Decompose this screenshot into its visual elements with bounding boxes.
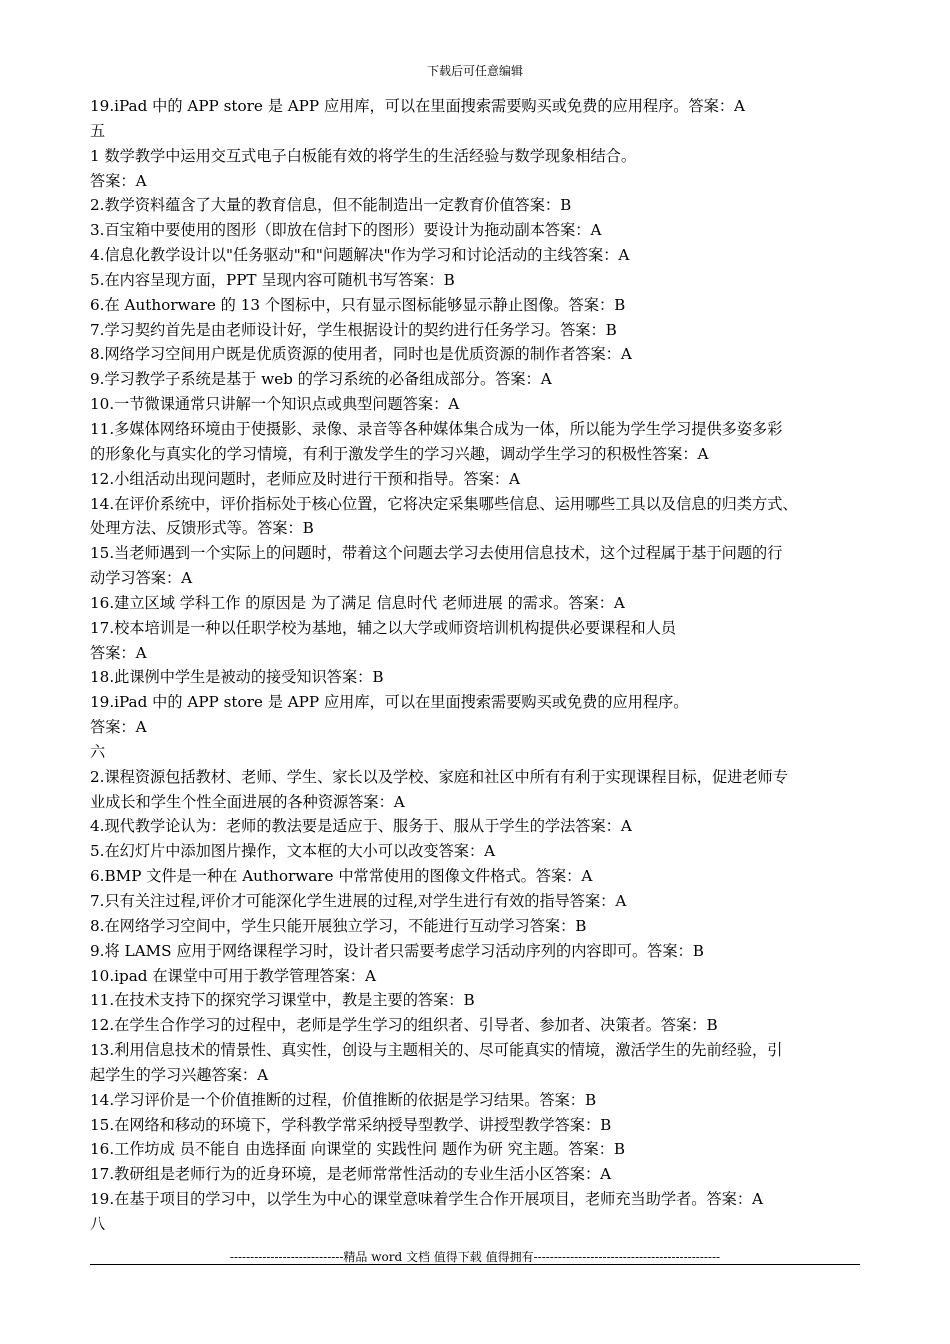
text-line: 2.课程资源包括教材、老师、学生、家长以及学校、家庭和社区中所有有利于实现课程目标，促进老师专 — [90, 767, 788, 786]
text-line: 19.iPad 中的 APP store 是 APP 应用库，可以在里面搜索需要购买或免费的应用程序。答案：A — [90, 97, 745, 115]
text-line: 答案：A — [90, 171, 147, 190]
text-line: 6.在 Authorware 的 13 个图标中，只有显示图标能够显示静止图像。答案：B — [90, 295, 626, 314]
text-line: 12.小组活动出现问题时，老师应及时进行干预和指导。答案：A — [90, 469, 520, 488]
text-line: 4.现代教学论认为：老师的教法要是适应于、服务于、服从于学生的学法答案：A — [90, 817, 632, 836]
text-line: 8.网络学习空间用户既是优质资源的使用者，同时也是优质资源的制作者答案：A — [90, 345, 632, 364]
text-line: 4.信息化教学设计以"任务驱动"和"问题解决"作为学习和讨论活动的主线答案：A — [90, 246, 630, 265]
text-line: 八 — [90, 1214, 106, 1233]
text-line: 17.校本培训是一种以任职学校为基地，辅之以大学或师资培训机构提供必要课程和人员 — [90, 618, 677, 637]
text-line: 7.学习契约首先是由老师设计好，学生根据设计的契约进行任务学习。答案：B — [90, 320, 617, 339]
text-line: 5.在幻灯片中添加图片操作，文本框的大小可以改变答案：A — [90, 842, 496, 861]
text-line: 答案：A — [90, 643, 147, 662]
text-line: 答案：A — [90, 718, 147, 737]
text-line: 10.ipad 在课堂中可用于教学管理答案：A — [90, 966, 376, 985]
text-line: 起学生的学习兴趣答案：A — [90, 1065, 269, 1084]
page-header: 下载后可任意编辑 — [426, 64, 523, 78]
text-line: 15.当老师遇到一个实际上的问题时，带着这个问题去学习去使用信息技术，这个过程属于基于问题的行 — [90, 544, 783, 563]
text-line: 9.学习教学子系统是基于 web 的学习系统的必备组成部分。答案：A — [90, 370, 552, 389]
text-line: 5.在内容呈现方面，PPT 呈现内容可随机书写答案：B — [90, 270, 455, 289]
text-line: 18.此课例中学生是被动的接受知识答案：B — [90, 668, 384, 687]
text-line: 业成长和学生个性全面进展的各种资源答案：A — [90, 792, 405, 811]
text-line: 11.多媒体网络环境由于使摄影、录像、录音等各种媒体集合成为一体，所以能为学生学习提供多姿多彩 — [90, 419, 783, 438]
text-line: 动学习答案：A — [90, 569, 193, 588]
text-line: 16.工作坊成 员不能自 由选择面 向课堂的 实践性问 题作为研 究主题。答案：B — [90, 1140, 626, 1159]
text-line: 13.利用信息技术的情景性、真实性，创设与主题相关的、尽可能真实的情境，激活学生的先前经验，引 — [90, 1041, 783, 1060]
text-line: 2.教学资料蕴含了大量的教育信息，但不能制造出一定教育价值答案：B — [90, 196, 572, 215]
text-line: 12.在学生合作学习的过程中，老师是学生学习的组织者、引导者、参加者、决策者。答案：B — [90, 1016, 718, 1035]
page-footer: ----------------------------精品 word 文档 值得下载 值得拥有---------------------------------------------- — [229, 1250, 721, 1264]
text-line: 五 — [90, 121, 106, 140]
text-line: 19.iPad 中的 APP store 是 APP 应用库，可以在里面搜索需要购买或免费的应用程序。 — [90, 693, 689, 712]
text-line: 7.只有关注过程,评价才可能深化学生进展的过程,对学生进行有效的指导答案：A — [90, 892, 627, 910]
text-line: 9.将 LAMS 应用于网络课程学习时，设计者只需要考虑学习活动序列的内容即可。答案：B — [90, 941, 704, 960]
text-line: 3.百宝箱中要使用的图形（即放在信封下的图形）要设计为拖动副本答案：A — [90, 221, 602, 240]
text-line: 14.学习评价是一个价值推断的过程，价值推断的依据是学习结果。答案：B — [90, 1090, 597, 1109]
text-line: 11.在技术支持下的探究学习课堂中，教是主要的答案：B — [90, 991, 475, 1010]
text-line: 6.BMP 文件是一种在 Authorware 中常常使用的图像文件格式。答案：A — [90, 867, 593, 886]
text-line: 16.建立区域 学科工作 的原因是 为了满足 信息时代 老师进展 的需求。答案：A — [90, 593, 625, 612]
footer-divider — [90, 1264, 860, 1265]
text-line: 17.教研组是老师行为的近身环境，是老师常常性活动的专业生活小区答案：A — [90, 1165, 612, 1184]
text-line: 14.在评价系统中，评价指标处于核心位置，它将决定采集哪些信息、运用哪些工具以及信息的归类方式、 — [90, 494, 798, 513]
text-line: 10.一节微课通常只讲解一个知识点或典型问题答案：A — [90, 395, 460, 414]
text-line: 的形象化与真实化的学习情境，有利于激发学生的学习兴趣，调动学生学习的积极性答案：A — [90, 444, 709, 463]
text-line: 19.在基于项目的学习中，以学生为中心的课堂意味着学生合作开展项目，老师充当助学者。答案：A — [90, 1190, 763, 1209]
text-line: 六 — [90, 742, 106, 761]
text-line: 8.在网络学习空间中，学生只能开展独立学习，不能进行互动学习答案：B — [90, 916, 587, 935]
text-line: 15.在网络和移动的环境下，学科教学常采纳授导型教学、讲授型教学答案：B — [90, 1115, 612, 1134]
text-line: 处理方法、反馈形式等。答案：B — [90, 519, 314, 538]
text-line: 1 数学教学中运用交互式电子白板能有效的将学生的生活经验与数学现象相结合。 — [90, 146, 637, 165]
document-body — [90, 94, 870, 1237]
